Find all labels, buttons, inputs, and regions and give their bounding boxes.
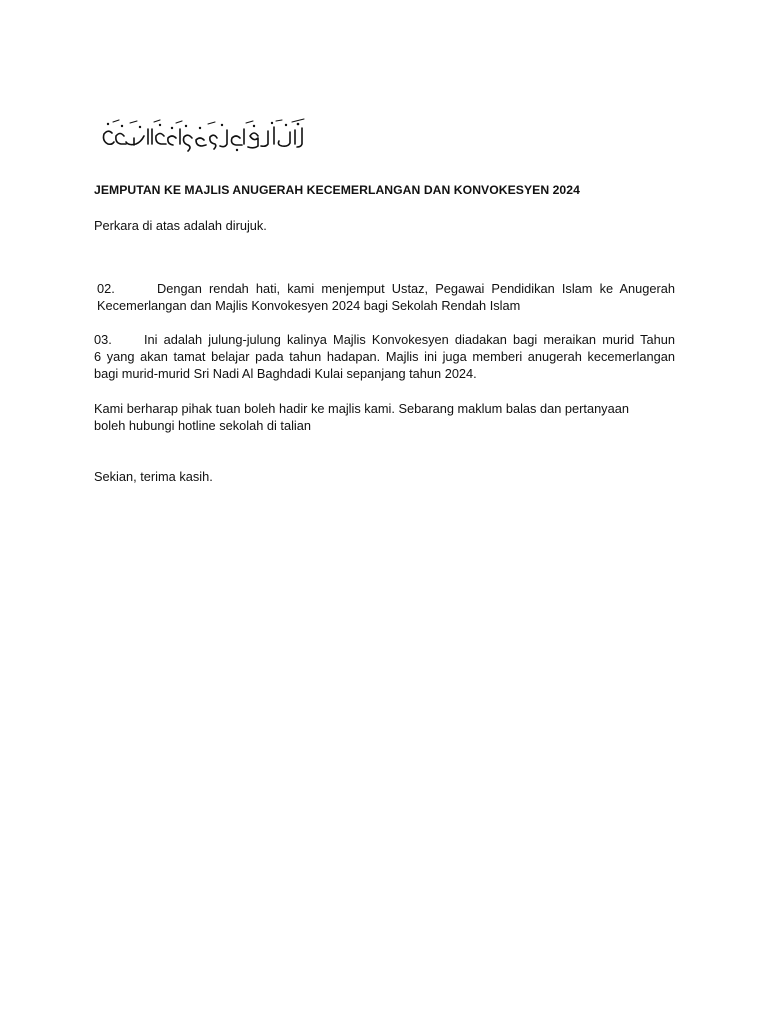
letter-title: JEMPUTAN KE MAJLIS ANUGERAH KECEMERLANGAN DAN KONVOKESYEN 2024 <box>94 183 580 197</box>
paragraph-invitation <box>94 400 675 434</box>
paragraph-invitation-line-1: Kami berharap pihak tuan boleh hadir ke majlis kami. Sebarang maklum balas dan pertanyaan <box>94 401 629 416</box>
paragraph-03-line-1 <box>94 331 675 348</box>
salam-calligraphy-image <box>96 116 310 156</box>
paragraph-03-line-3: bagi murid-murid Sri Nadi Al Baghdadi Kulai sepanjang tahun 2024. <box>94 366 477 382</box>
paragraph-03-number: 03. <box>94 332 112 347</box>
paragraph-02 <box>97 280 675 314</box>
paragraph-invitation-line-2: boleh hubungi hotline sekolah di talian <box>94 418 312 434</box>
paragraph-03 <box>94 331 675 383</box>
closing-line: Sekian, terima kasih. <box>94 469 213 484</box>
paragraph-02-line-2: Kecemerlangan dan Majlis Konvokesyen 2024 bagi Sekolah Rendah Islam <box>97 298 521 314</box>
paragraph-03-line-1-text: Ini adalah julung-julung kalinya Majlis Konvokesyen diadakan bagi meraikan murid Tahun <box>144 332 675 347</box>
paragraph-03-line-2: 6 yang akan tamat belajar pada tahun hadapan. Majlis ini juga memberi anugerah kecemerlangan <box>94 349 675 365</box>
paragraph-02-line-1-text: Dengan rendah hati, kami menjemput Ustaz, Pegawai Pendidikan Islam ke Anugerah <box>157 281 675 296</box>
paragraph-02-line-1 <box>97 280 675 297</box>
reference-line: Perkara di atas adalah dirujuk. <box>94 218 267 233</box>
salam-calligraphy <box>96 116 310 156</box>
paragraph-02-number: 02. <box>97 281 115 296</box>
